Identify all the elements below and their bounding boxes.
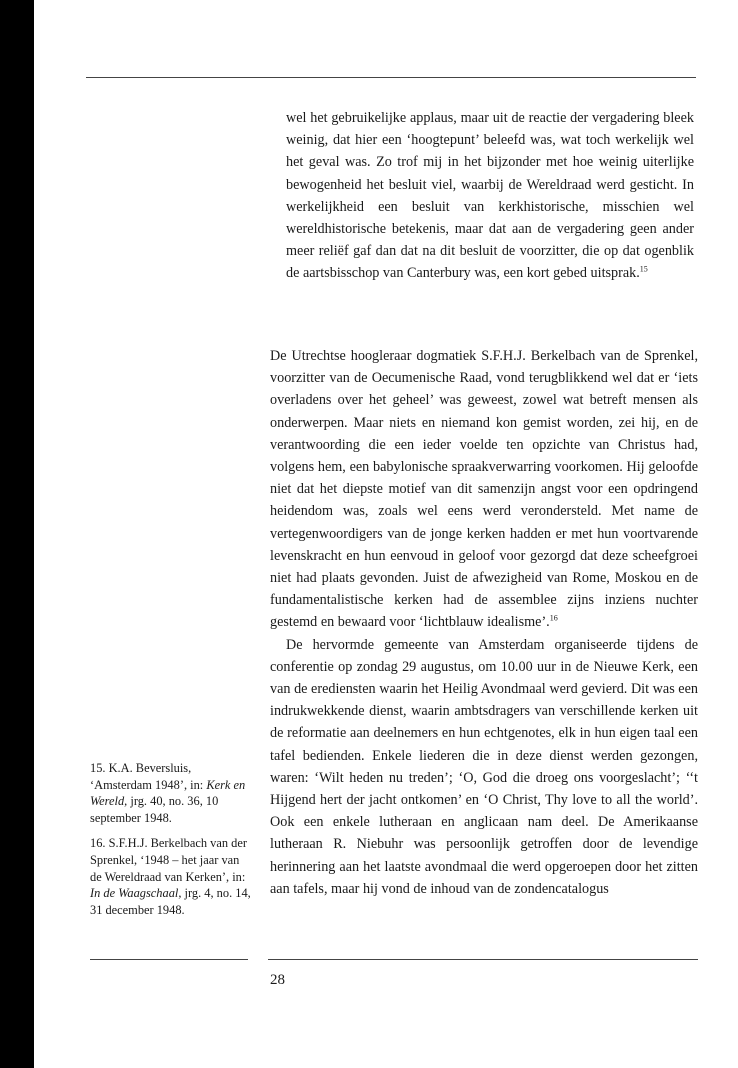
scan-edge-bar: [0, 0, 34, 1068]
page-number: 28: [270, 972, 285, 988]
footnote-rule: [90, 959, 248, 960]
footnote-details: jrg. 4, no. 14, 31 december 1948.: [90, 886, 251, 917]
top-rule: [86, 77, 696, 78]
paragraph-2-text: De hervormde gemeente van Amsterdam organiseerde tijdens de conferentie op zondag 29 augustus, om 10.00 uur in de Nieuwe Kerk, een van de erediensten waarin het Heilig Avondmaal werd gevierd. Dit was een indrukwekkende dienst, waarin ambtsdragers van verschillende kerken uit de reformatie aan deelnemers en hun echtgenotes, elk in hun eigen taal een tafel bedienden. Enkele liederen die in deze dienst werden gezongen, waren: ‘Wilt heden nu treden’; ‘O, God die droeg ons voorgeslacht’; ‘‘t Hijgend hert der jacht ontkomen’ en ‘O Christ, Thy love to all the world’. Ook een enkele lutheraan en anglicaan nam deel. De Amerikaanse lutheraan R. Niebuhr was persoonlijk getroffen door de levendige herinnering aan het laatste avondmaal die werd opgeroepen door het zitten aan tafels, maar hij vond de inhoud van de zondencatalogus: [270, 636, 698, 897]
paragraph-2: [270, 634, 698, 900]
paragraph-1: [270, 345, 698, 634]
bottom-rule: [268, 959, 698, 960]
footnotes: [90, 760, 252, 927]
paragraph-1-text: De Utrechtse hoogleraar dogmatiek S.F.H.J. Berkelbach van de Sprenkel, voorzitter van de Oecumenische Raad, vond terugblikkend wel dat er ‘iets overladens over het geheel’ was geweest, zowel wat betreft mensen als onderwerpen. Maar niets en niemand kon gemist worden, zei hij, en de verantwoording die een ieder voelde ten opzichte van Christus had, volgens hem, een babylonische spraakverwarring voorkomen. Hij geloofde niet dat het diepste motief van dit samenzijn angst voor een opdringend heidendom was, zoals wel eens werd verondersteld. Met name de vertegenwoordigers van de jonge kerken hadden er met hun voortvarende levenskracht en hun eenvoud in geloof voor gezorgd dat deze scheefgroei niet had plaats gevonden. Juist de afwezigheid van Rome, Moskou en de fundamentalistische kerken had de assemblee zijns inziens nuchter gestemd en bewaard voor ‘lichtblauw idealisme’.: [270, 348, 698, 631]
footnote-source-title: In de Waagschaal,: [90, 886, 182, 901]
footnote-number: 15.: [90, 761, 106, 775]
quote-text: wel het gebruikelijke applaus, maar uit de reactie der vergadering bleek weinig, dat hier een ‘hoogtepunt’ beleefd was, wat toch werkelijk wel het geval was. Zo trof mij in het bijzonder met hoe weinig uiterlijke bewogenheid het besluit viel, waarbij de Wereldraad werd gesticht. In werkelijkheid een besluit van kerkhistorische, misschien wel wereldhistorische betekenis, maar dat aan de vergadering geen ander meer reliëf gaf dan dat na dit besluit de voorzitter, die op dat ogenblik de aartsbisschop van Canterbury was, een kort gebed uitsprak.: [286, 110, 694, 282]
footnote-16: [90, 835, 252, 918]
footnote-ref-15[interactable]: 15: [639, 264, 648, 274]
footnote-details: jrg. 40, no. 36, 10 september 1948.: [90, 794, 219, 825]
block-quote: [286, 107, 694, 285]
footnote-text: S.F.H.J. Berkelbach van der Sprenkel, ‘1948 – het jaar van de Wereldraad van Kerken’, in:: [90, 836, 247, 884]
footnote-text: K.A. Beversluis, ‘Amsterdam 1948’, in:: [90, 761, 204, 792]
footnote-source-title: Kerk en Wereld,: [90, 777, 246, 809]
footnote-15: [90, 760, 252, 826]
footnote-ref-16[interactable]: 16: [549, 613, 558, 623]
body-text: [270, 345, 698, 900]
footnote-number: 16.: [90, 836, 106, 851]
